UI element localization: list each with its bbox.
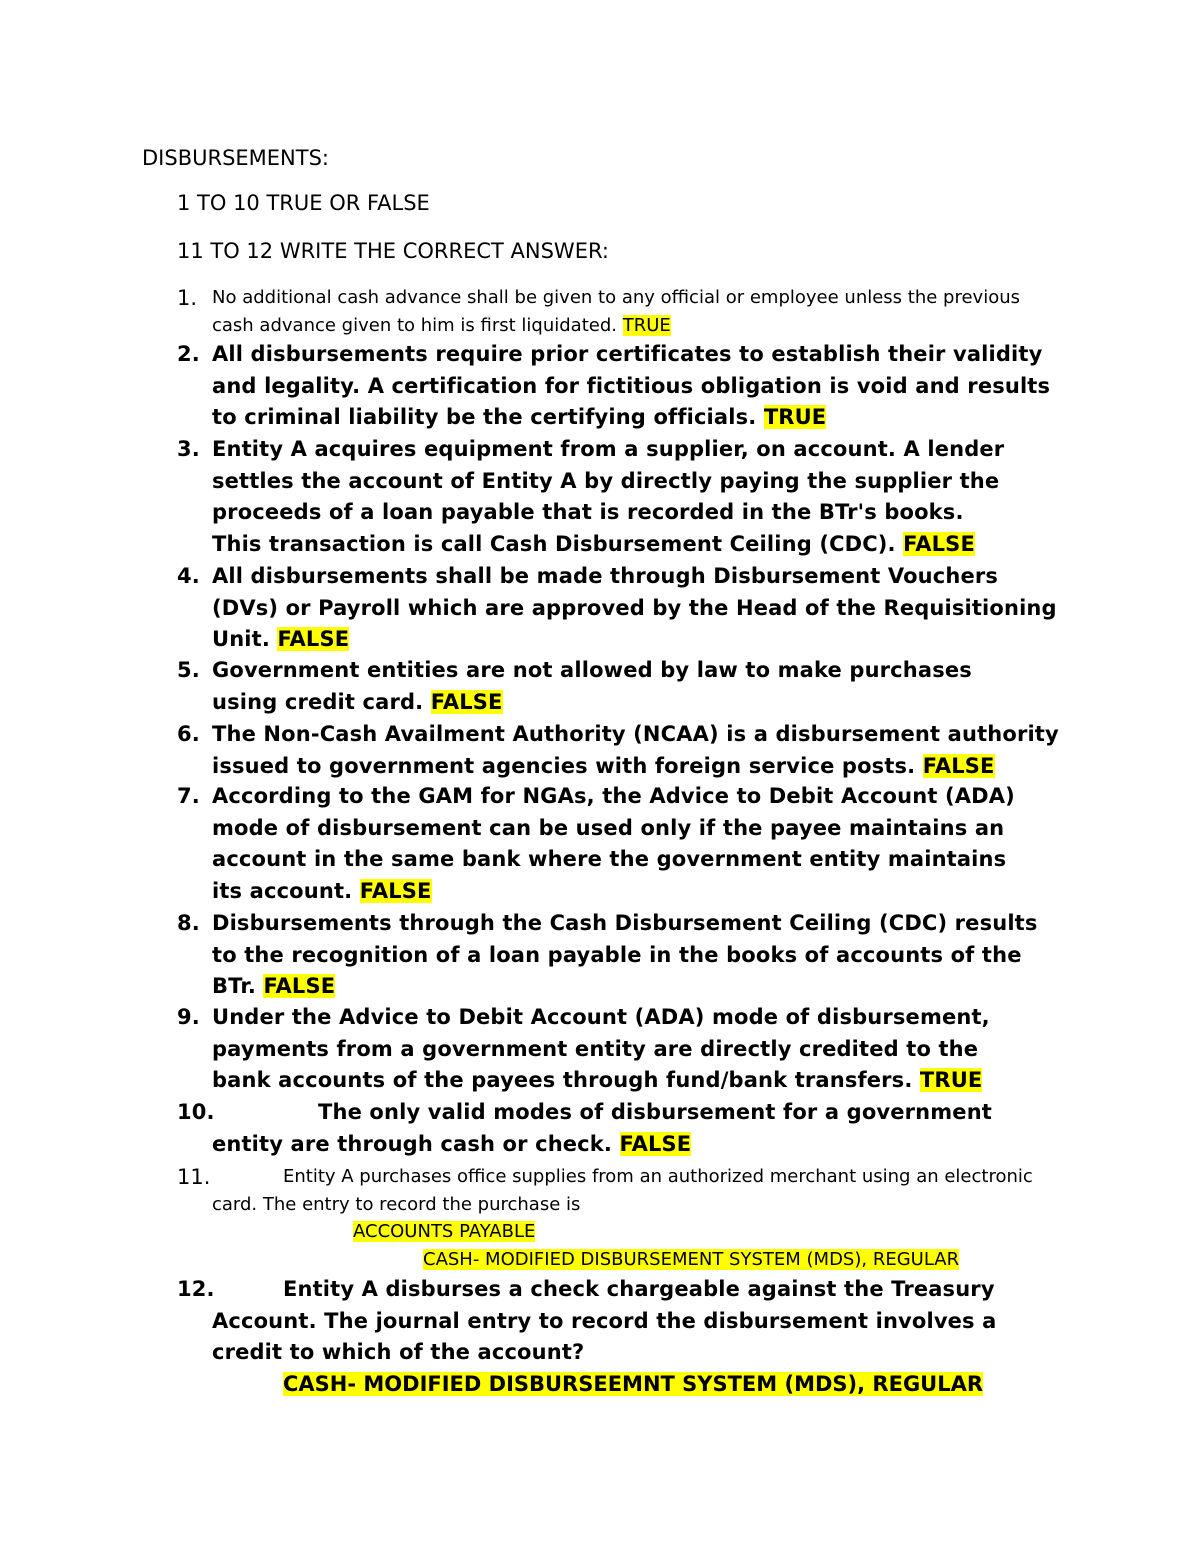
question-text: Under the Advice to Debit Account (ADA) mode of disbursement, payments from a government entity are directly credited to the bank accounts of the payees through fund/bank transfers. (212, 1005, 990, 1092)
question-item-7 (177, 781, 1077, 907)
question-number: 12. (177, 1277, 215, 1301)
question-item-5 (177, 655, 1077, 718)
question-number: 2. (177, 342, 200, 366)
question-item-11 (177, 1163, 1077, 1219)
question-text: Entity A acquires equipment from a supplier, on account. A lender settles the account of Entity A by directly paying the supplier the proceeds of a loan payable that is recorded in the BTr's books. This transaction is call Cash Disbursement Ceiling (CDC). (212, 437, 1005, 556)
question-number: 1. (177, 286, 198, 310)
answer-highlight: TRUE (919, 1068, 983, 1092)
question-text: According to the GAM for NGAs, the Advice to Debit Account (ADA) mode of disbursement can be used only if the payee maintains an account in the same bank where the government entity maintains its account. (212, 784, 1015, 903)
question-number: 4. (177, 564, 200, 588)
question-item-4 (177, 561, 1077, 656)
question-item-6 (177, 719, 1077, 782)
answer-highlight: FALSE (430, 689, 503, 714)
question-item-10 (177, 1097, 1077, 1160)
question-item-3 (177, 434, 1077, 560)
answer-highlight: FALSE (903, 531, 975, 556)
question-number: 6. (177, 722, 200, 746)
question-text: No additional cash advance shall be given to any official or employee unless the previous cash advance given to him is first liquidated. (212, 287, 1020, 336)
question-number: 8. (177, 911, 200, 935)
question-text: Government entities are not allowed by law to make purchases using credit card. (212, 658, 972, 714)
answer-highlight: FALSE (922, 753, 995, 778)
question-item-2 (177, 339, 1077, 434)
answer-highlight: FALSE (263, 974, 336, 998)
answer-highlight: FALSE (619, 1131, 692, 1156)
question-text: The only valid modes of disbursement for a government entity are through cash or check. (212, 1100, 992, 1156)
question-item-12 (177, 1274, 1077, 1369)
question-text: Entity A purchases office supplies from an authorized merchant using an electronic card. The entry to record the purchase is (212, 1166, 1033, 1215)
question-item-1 (177, 284, 1077, 340)
question-text: Entity A disburses a check chargeable against the Treasury Account. The journal entry to record the disbursement involves a credit to which of the account? (212, 1277, 997, 1364)
final-answer: CASH- MODIFIED DISBURSEEMNT SYSTEM (MDS), REGULAR (283, 1372, 984, 1396)
question-text: Disbursements through the Cash Disbursement Ceiling (CDC) results to the recognition of a loan payable in the books of accounts of the BTr. (212, 911, 1038, 998)
question-item-8 (177, 908, 1077, 1003)
question-number: 7. (177, 784, 200, 808)
question-number: 3. (177, 437, 200, 461)
question-number: 9. (177, 1005, 200, 1029)
question-text: The Non-Cash Availment Authority (NCAA) is a disbursement authority issued to government agencies with foreign service posts. (212, 722, 1059, 778)
question-item-9 (177, 1002, 1077, 1097)
instruction-write-answer: 11 TO 12 WRITE THE CORRECT ANSWER: (177, 239, 609, 263)
question-number: 5. (177, 658, 200, 682)
instruction-true-false: 1 TO 10 TRUE OR FALSE (177, 191, 430, 215)
question-number: 10. (177, 1100, 215, 1124)
journal-entry-credit: CASH- MODIFIED DISBURSEMENT SYSTEM (MDS), REGULAR (423, 1249, 960, 1270)
question-text: All disbursements require prior certificates to establish their validity and legality. A certification for fictitious obligation is void and results to criminal liability be the certifying officials. (212, 342, 1051, 429)
question-text: All disbursements shall be made through Disbursement Vouchers (DVs) or Payroll which are approved by the Head of the Requisitioning Unit. (212, 564, 1057, 651)
answer-highlight: FALSE (277, 627, 350, 651)
journal-entry-debit: ACCOUNTS PAYABLE (353, 1221, 536, 1242)
answer-highlight: FALSE (359, 878, 432, 903)
answer-highlight: TRUE (622, 315, 671, 336)
question-number: 11. (177, 1165, 211, 1189)
answer-highlight: TRUE (763, 405, 827, 429)
document-heading: DISBURSEMENTS: (142, 146, 329, 170)
